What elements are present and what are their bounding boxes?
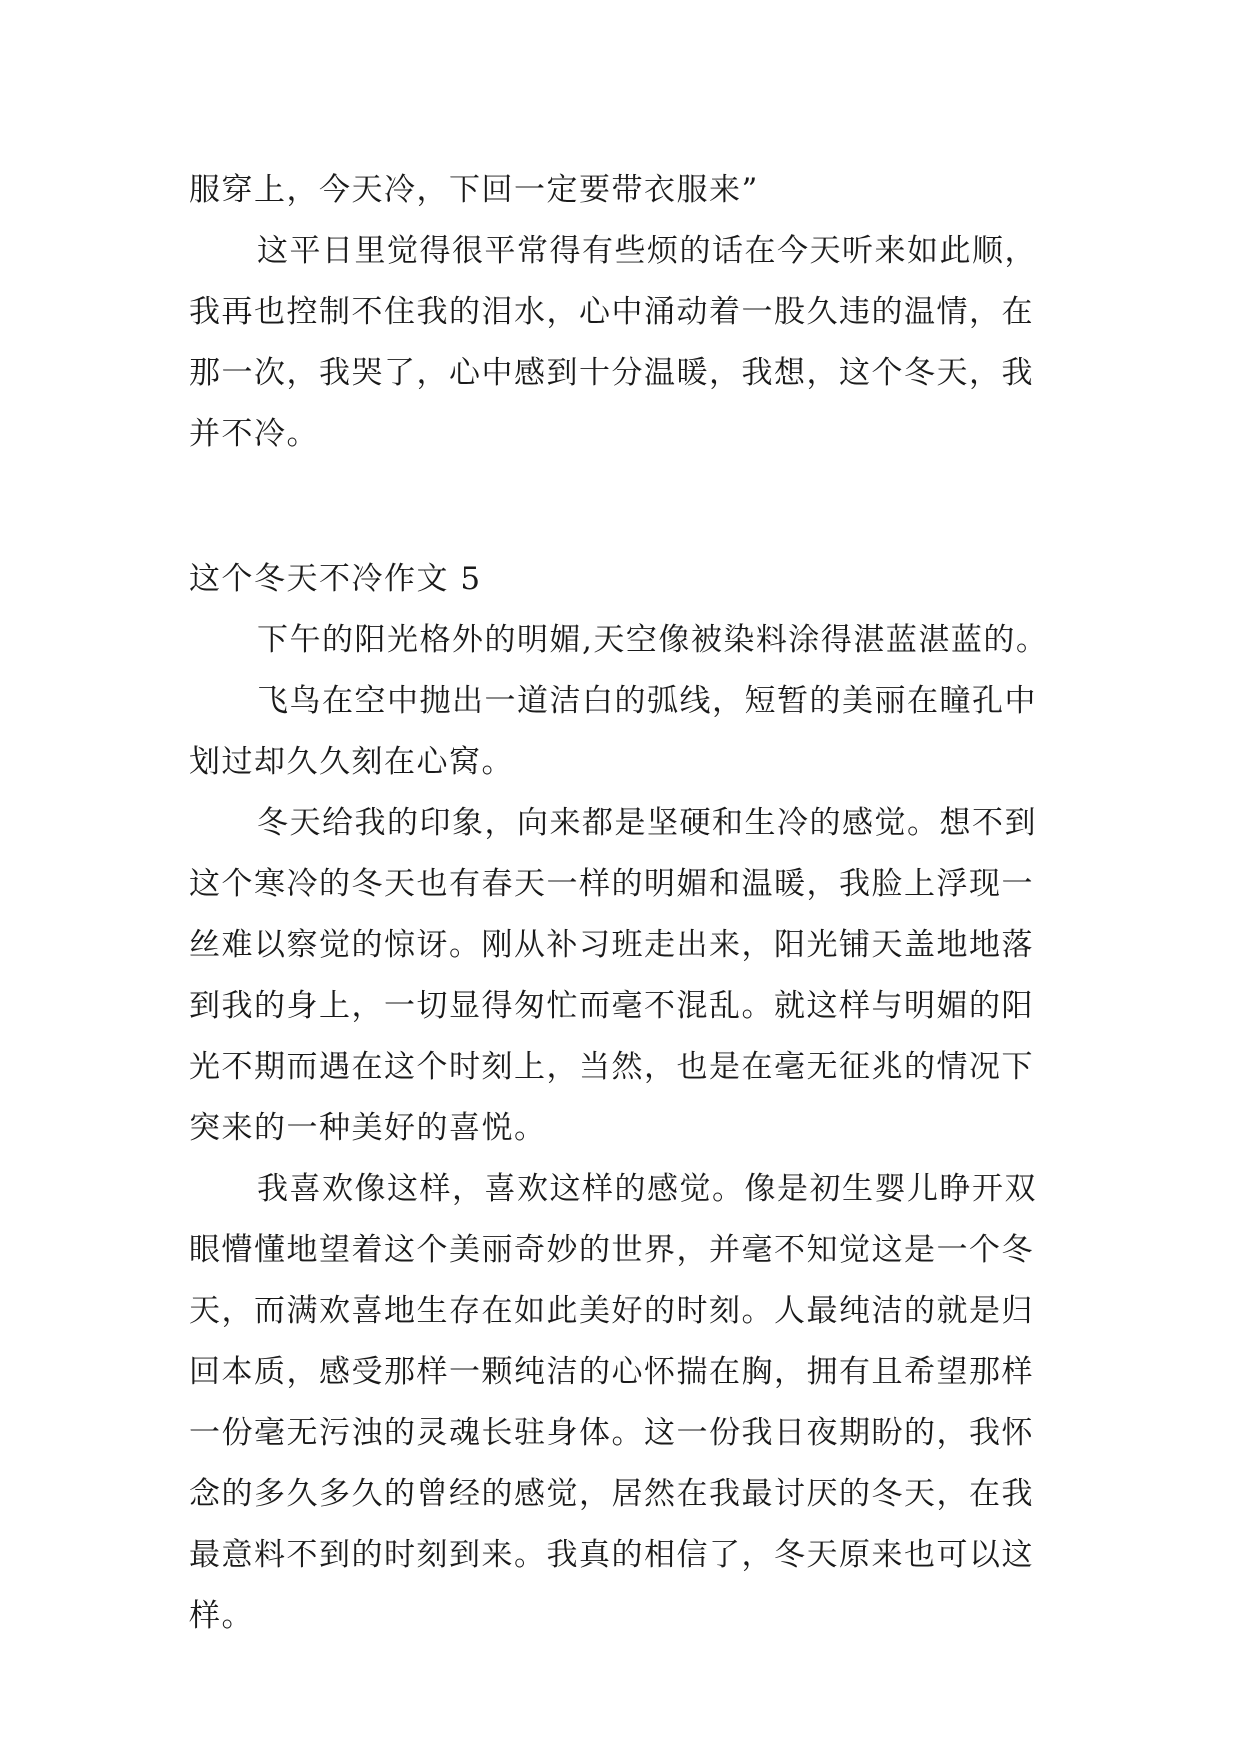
paragraph-5 — [189, 1159, 1069, 1647]
text-line: 突来的一种美好的喜悦。 — [189, 1110, 547, 1146]
text-line: 念的多久多久的曾经的感觉，居然在我最讨厌的冬天，在我 — [189, 1476, 1034, 1512]
text-line: 这平日里觉得很平常得有些烦的话在今天听来如此顺， — [257, 233, 1037, 269]
text-line: 回本质，感受那样一颗纯洁的心怀揣在胸，拥有且希望那样 — [189, 1354, 1034, 1390]
text-line: 并不冷。 — [189, 416, 319, 452]
paragraph-1 — [189, 221, 1069, 465]
text-line: 我再也控制不住我的泪水，心中涌动着一股久违的温情，在 — [189, 294, 1034, 330]
section-title: 这个冬天不冷作文 5 — [189, 561, 482, 597]
text-line: 天，而满欢喜地生存在如此美好的时刻。人最纯洁的就是归 — [189, 1293, 1034, 1329]
text-line: 我喜欢像这样，喜欢这样的感觉。像是初生婴儿睁开双 — [257, 1171, 1037, 1207]
text-line: 下午的阳光格外的明媚,天空像被染料涂得湛蓝湛蓝的。 — [257, 622, 1049, 658]
text-line: 飞鸟在空中抛出一道洁白的弧线，短暂的美丽在瞳孔中 — [257, 683, 1037, 719]
paragraph-3 — [189, 671, 1069, 793]
text-line: 丝难以察觉的惊讶。刚从补习班走出来，阳光铺天盖地地落 — [189, 927, 1034, 963]
continued-paragraph — [189, 160, 1069, 221]
text-line: 那一次，我哭了，心中感到十分温暖，我想，这个冬天，我 — [189, 355, 1034, 391]
text-line: 这个寒冷的冬天也有春天一样的明媚和温暖，我脸上浮现一 — [189, 866, 1034, 902]
section-gap — [189, 465, 1069, 549]
paragraph-4 — [189, 793, 1069, 1159]
text-line: 样。 — [189, 1598, 254, 1634]
text-line: 服穿上，今天冷，下回一定要带衣服来” — [189, 172, 759, 208]
text-line: 冬天给我的印象，向来都是坚硬和生冷的感觉。想不到 — [257, 805, 1037, 841]
text-line: 到我的身上，一切显得匆忙而毫不混乱。就这样与明媚的阳 — [189, 988, 1034, 1024]
text-line: 划过却久久刻在心窝。 — [189, 744, 514, 780]
text-line: 眼懵懂地望着这个美丽奇妙的世界，并毫不知觉这是一个冬 — [189, 1232, 1034, 1268]
document-body — [189, 160, 1069, 1647]
text-line: 光不期而遇在这个时刻上，当然，也是在毫无征兆的情况下 — [189, 1049, 1034, 1085]
paragraph-2 — [189, 610, 1069, 671]
text-line: 最意料不到的时刻到来。我真的相信了，冬天原来也可以这 — [189, 1537, 1034, 1573]
text-line: 一份毫无污浊的灵魂长驻身体。这一份我日夜期盼的，我怀 — [189, 1415, 1034, 1451]
